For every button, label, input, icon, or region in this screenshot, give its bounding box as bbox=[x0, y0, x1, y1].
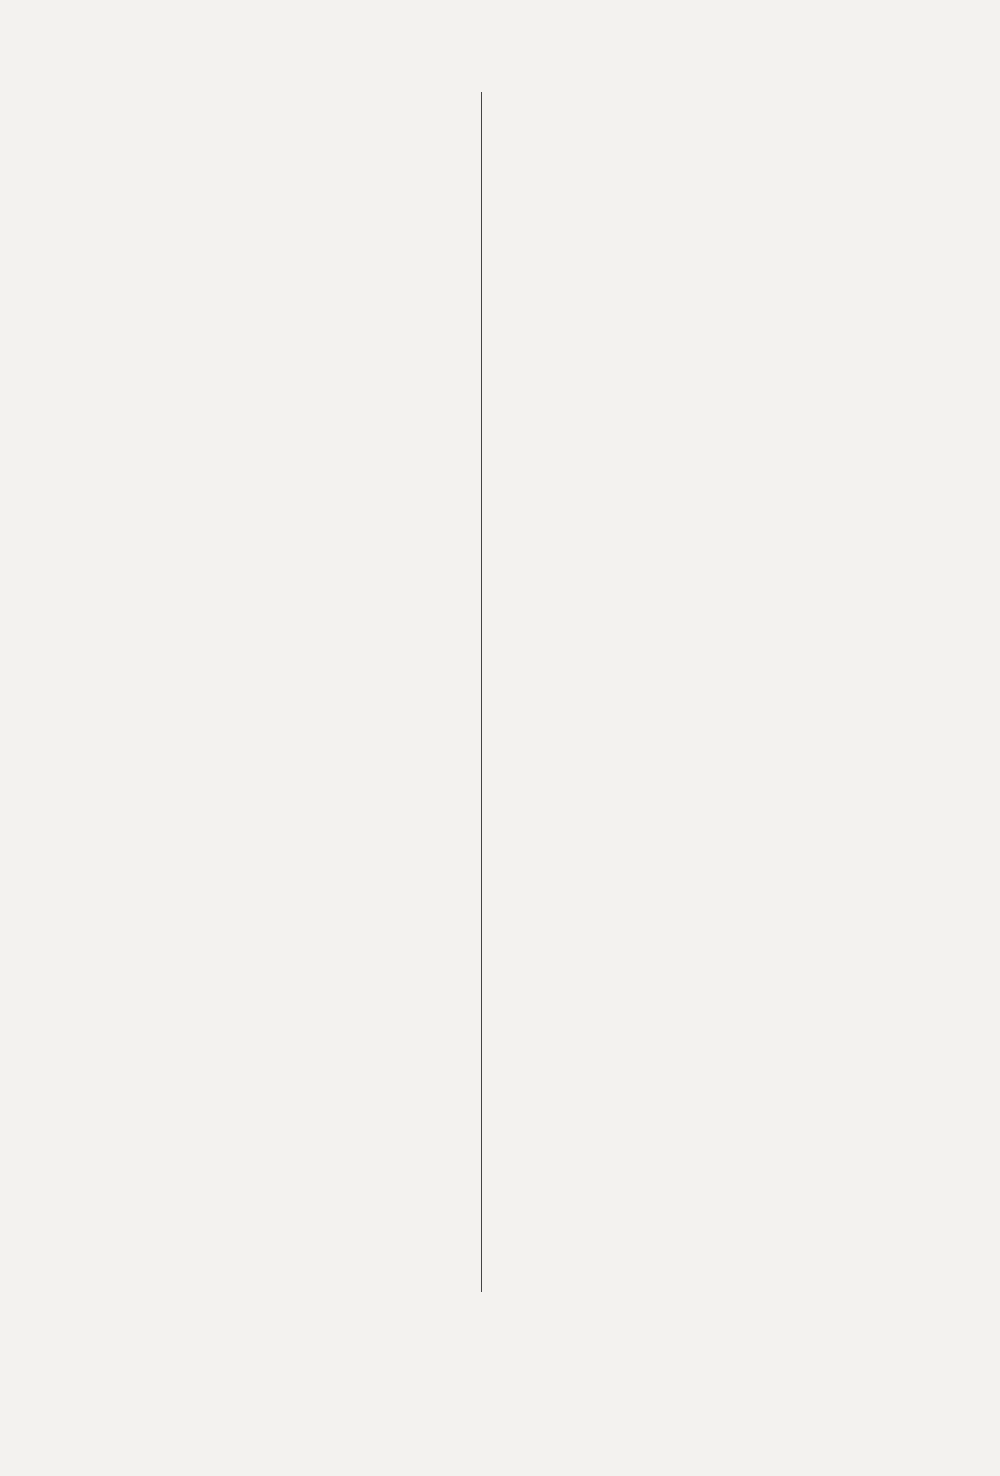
column-divider bbox=[481, 92, 482, 1292]
